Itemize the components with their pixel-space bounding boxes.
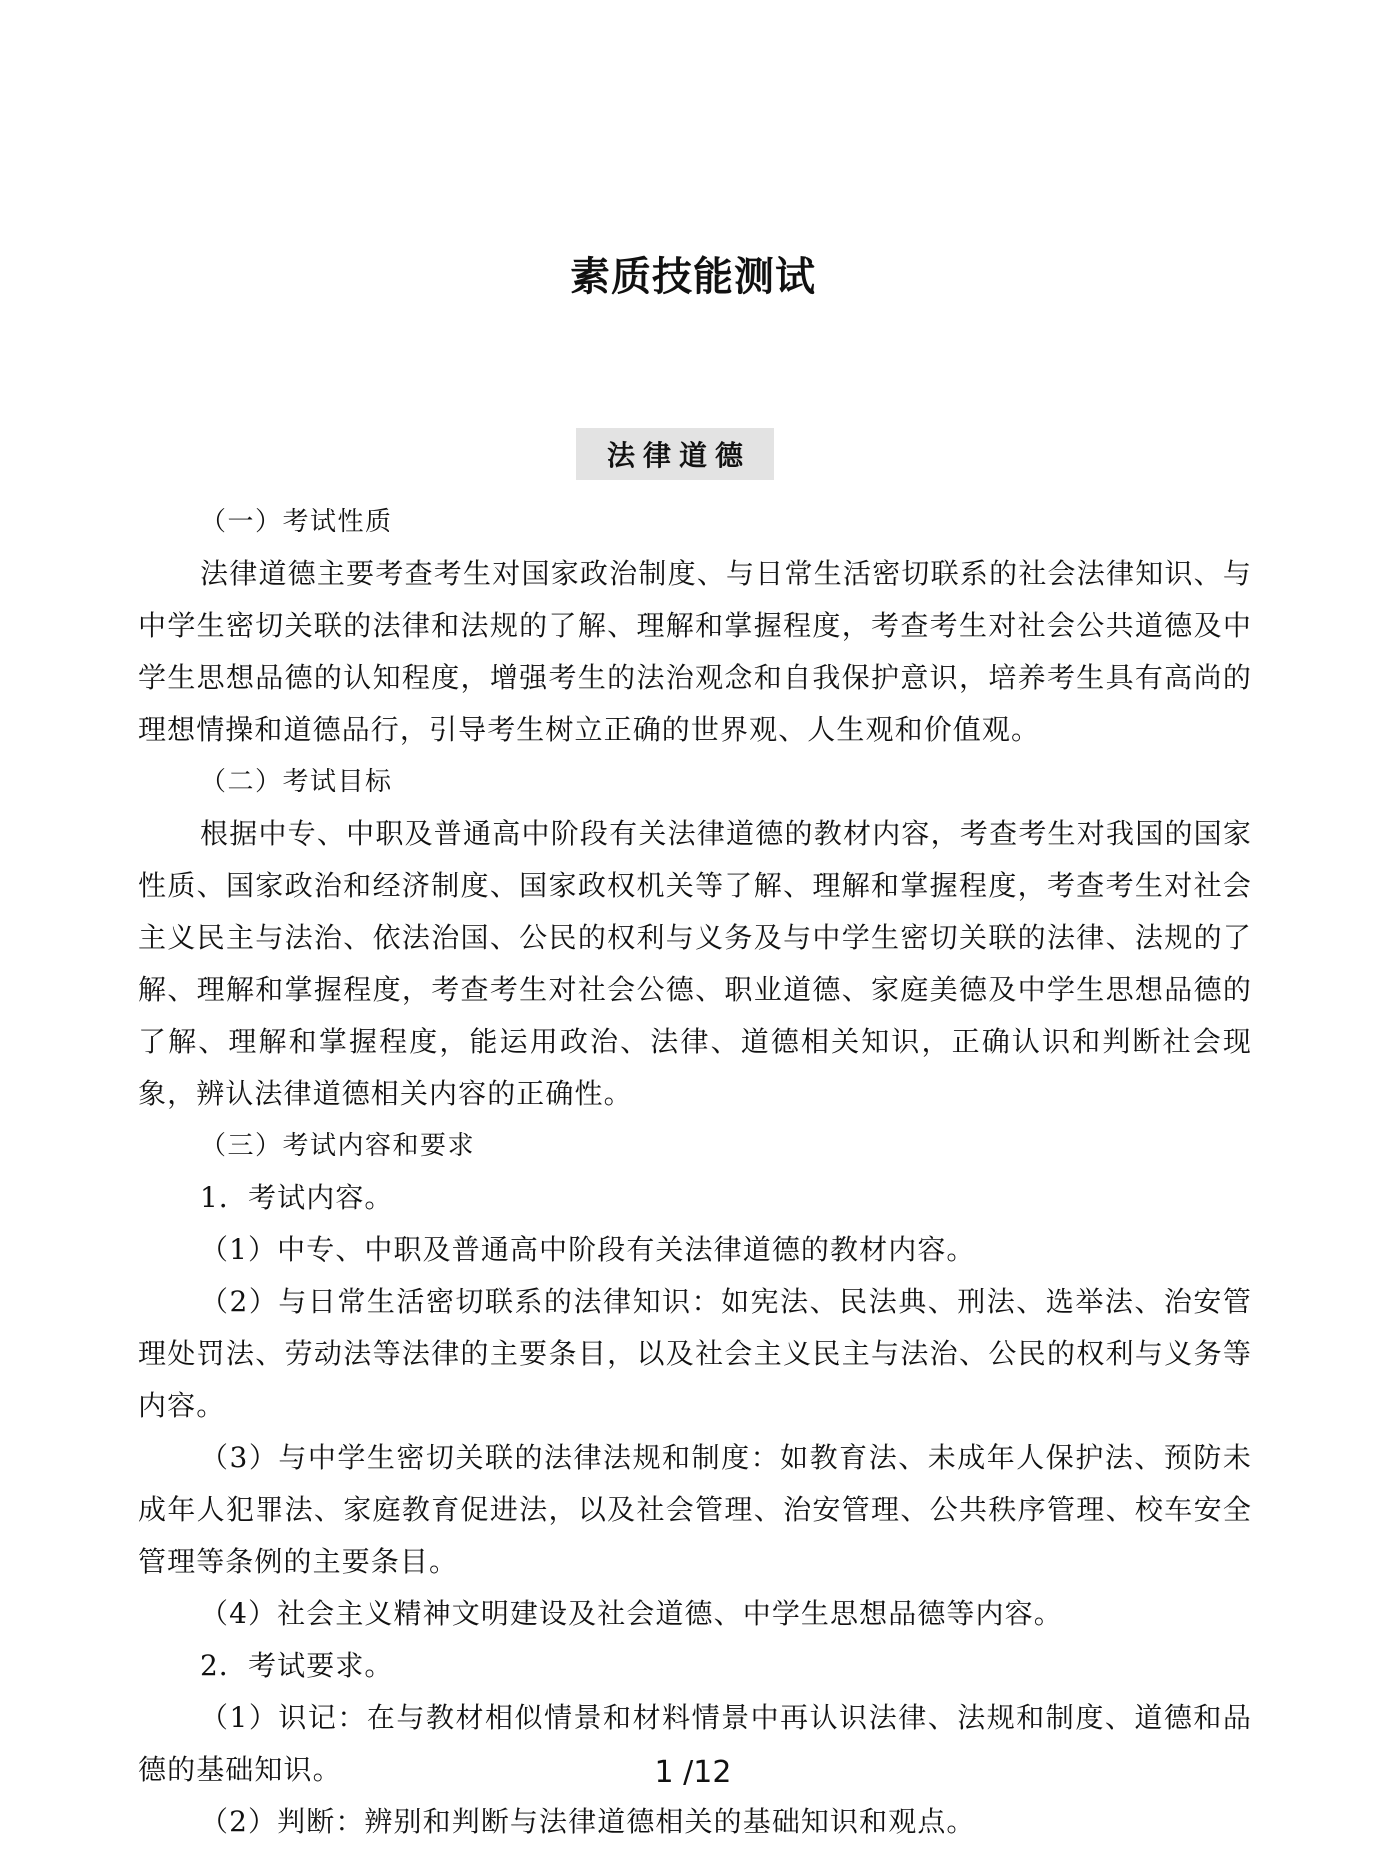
list-item-content-3: （3）与中学生密切关联的法律法规和制度：如教育法、未成年人保护法、预防未成年人犯罪法、家庭教育促进法，以及社会管理、治安管理、公共秩序管理、校车安全管理等条例的主要条目。 [138,1441,1252,1578]
paragraph-exam-goal: 根据中专、中职及普通高中阶段有关法律道德的教材内容，考查考生对我国的国家性质、国家政治和经济制度、国家政权机关等了解、理解和掌握程度，考查考生对社会主义民主与法治、依法治国、公民的权利与义务及与中学生密切关联的法律、法规的了解、理解和掌握程度，考查考生对社会公德、职业道德、家庭美德及中学生思想品德的了解、理解和掌握程度，能运用政治、法律、道德相关知识，正确认识和判断社会现象，辨认法律道德相关内容的正确性。 [138,817,1252,1110]
list-item-content-4: （4）社会主义精神文明建设及社会道德、中学生思想品德等内容。 [200,1597,1063,1630]
heading-exam-nature: （一）考试性质 [200,507,393,537]
page-number: 1 /12 [654,1755,732,1790]
list-item-requirement-2: （2）判断：辨别和判断与法律道德相关的基础知识和观点。 [200,1805,976,1838]
heading-exam-goal: （二）考试目标 [200,767,393,797]
section-header: 法律道德 [576,428,774,480]
page-title: 素质技能测试 [570,254,816,300]
subheading-exam-content: 1．考试内容。 [200,1181,394,1214]
list-item-content-2: （2）与日常生活密切联系的法律知识：如宪法、民法典、刑法、选举法、治安管理处罚法、劳动法等法律的主要条目，以及社会主义民主与法治、公民的权利与义务等内容。 [138,1285,1252,1422]
list-item-requirement-1: （1）识记：在与教材相似情景和材料情景中再认识法律、法规和制度、道德和品德的基础知识。 [138,1701,1252,1786]
subheading-exam-requirements: 2．考试要求。 [200,1649,394,1682]
heading-exam-content-requirements: （三）考试内容和要求 [200,1131,476,1161]
paragraph-exam-nature: 法律道德主要考查考生对国家政治制度、与日常生活密切联系的社会法律知识、与中学生密切关联的法律和法规的了解、理解和掌握程度，考查考生对社会公共道德及中学生思想品德的认知程度，增强考生的法治观念和自我保护意识，培养考生具有高尚的理想情操和道德品行，引导考生树立正确的世界观、人生观和价值观。 [138,557,1252,746]
list-item-content-1: （1）中专、中职及普通高中阶段有关法律道德的教材内容。 [200,1233,976,1266]
document-body [138,496,1252,1848]
